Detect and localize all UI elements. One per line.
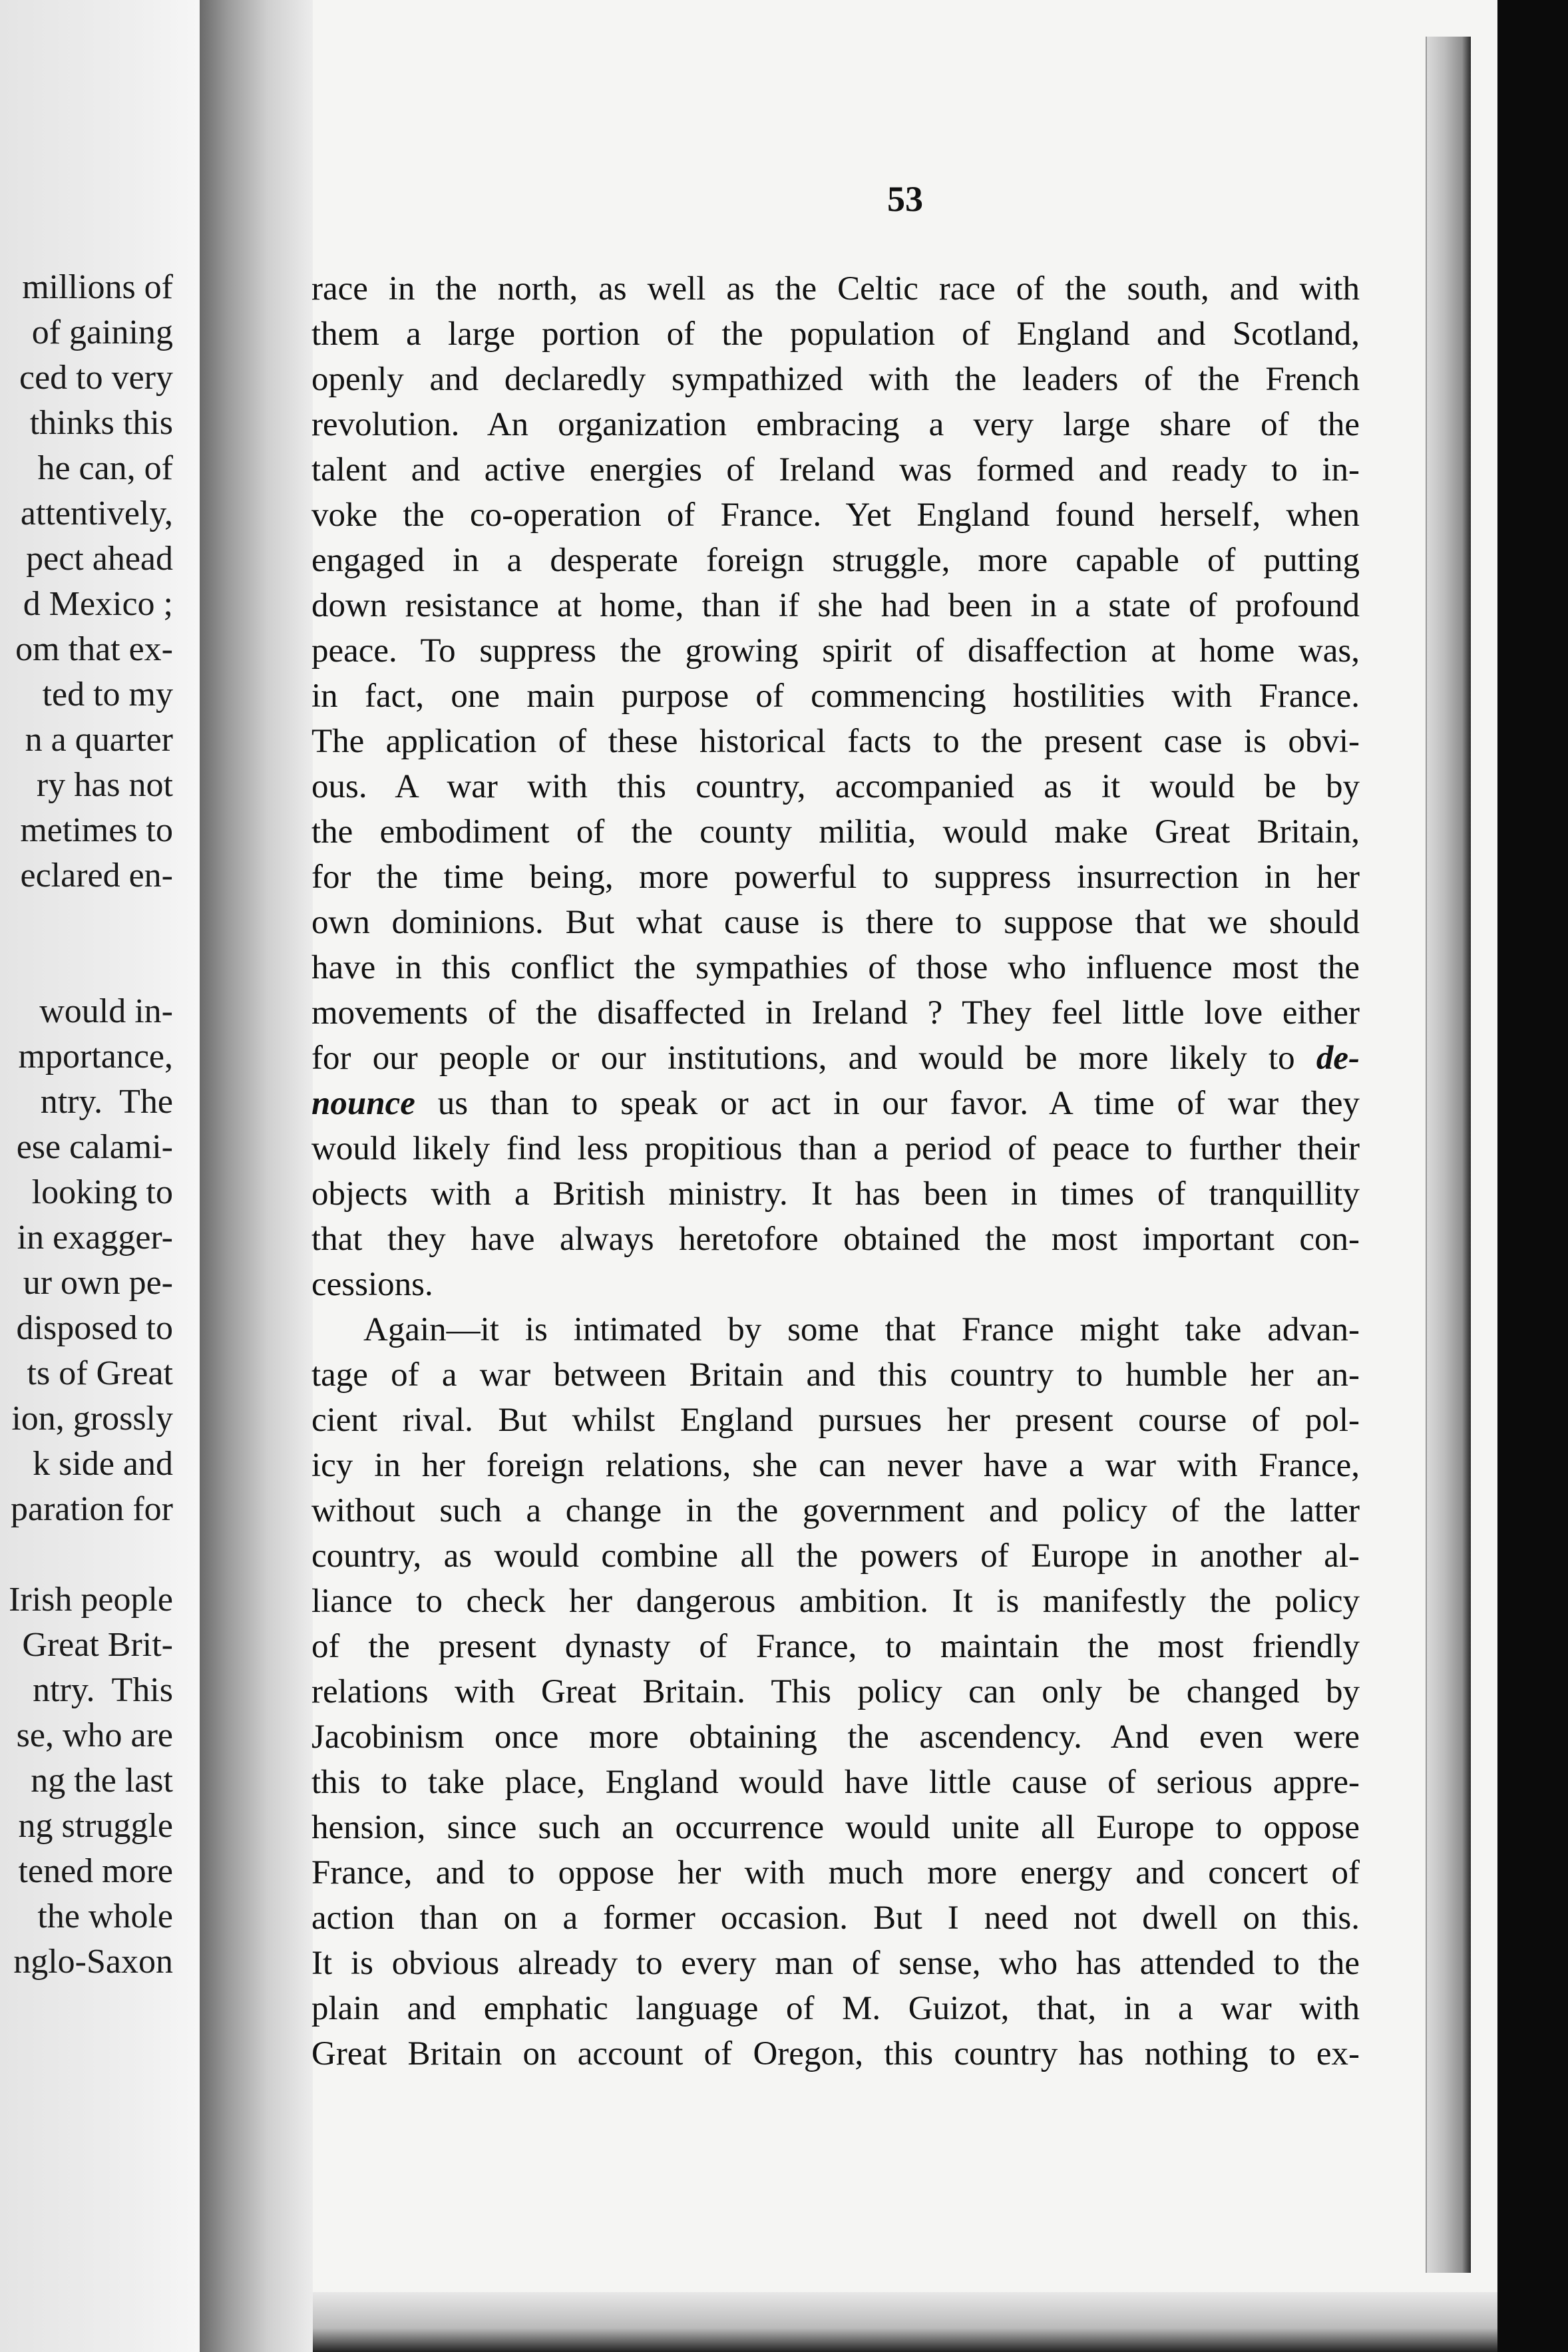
text-line: movements of the disaffected in Ireland ? They feel little love either <box>311 994 1360 1032</box>
previous-page-line: ng struggle <box>18 1807 173 1845</box>
text-line: the embodiment of the county militia, would make Great Britain, <box>311 813 1360 851</box>
text-line: that they have always heretofore obtained the most important con- <box>311 1221 1360 1258</box>
previous-page-line: looking to <box>23 1173 173 1211</box>
previous-page-line: ted to my <box>42 676 173 713</box>
text-line: this to take place, England would have little cause of serious appre- <box>311 1764 1360 1801</box>
previous-page-line: mportance, <box>18 1038 173 1076</box>
text-line: Again—it is intimated by some that France might take advan- <box>363 1311 1360 1348</box>
text-line: ous. A war with this country, accompanied as it would be by <box>311 768 1360 805</box>
text-line: cient rival. But whilst England pursues her present course of pol- <box>311 1402 1360 1439</box>
previous-page-line: paration for <box>10 1490 173 1528</box>
previous-page-line: he can, of <box>37 449 173 487</box>
text-line: for our people or our institutions, and would be more likely to de- <box>311 1040 1360 1077</box>
text-line: tage of a war between Britain and this country to humble her an- <box>311 1356 1360 1394</box>
paragraph-1 <box>311 266 1360 1307</box>
text-line: Jacobinism once more obtaining the ascendency. And even were <box>311 1718 1360 1756</box>
text-line: France, and to oppose her with much more energy and concert of <box>311 1854 1360 1891</box>
text-line: icy in her foreign relations, she can never have a war with France, <box>311 1447 1360 1484</box>
book-page <box>313 0 1497 2352</box>
page-body <box>311 266 1360 2076</box>
previous-page-line: millions of <box>22 268 173 306</box>
text-line: It is obvious already to every man of sense, who has attended to the <box>311 1945 1360 1982</box>
previous-page-line: om that ex- <box>15 630 173 668</box>
text-line: without such a change in the government and policy of the latter <box>311 1492 1360 1529</box>
previous-page-line: ng the last <box>31 1762 173 1800</box>
previous-page-line: tened more <box>18 1852 173 1890</box>
previous-page-line: the whole <box>29 1897 173 1935</box>
previous-page-line: d Mexico ; <box>23 585 173 623</box>
text-line: hension, since such an occurrence would unite all Europe to oppose <box>311 1809 1360 1846</box>
book-gutter-shadow <box>200 0 313 2352</box>
text-line: of the present dynasty of France, to maintain the most friendly <box>311 1628 1360 1665</box>
page-number: 53 <box>887 179 923 219</box>
text-line: revolution. An organization embracing a very large share of the <box>311 406 1360 443</box>
previous-page-line <box>0 944 173 989</box>
text-line: for the time being, more powerful to suppress insurrection in her <box>311 859 1360 896</box>
previous-page-line: se, who are <box>16 1716 173 1754</box>
previous-page-line: thinks this <box>29 404 173 442</box>
previous-page-line: nglo-Saxon <box>13 1943 173 1981</box>
previous-page-line: pect ahead <box>26 540 173 578</box>
text-line: country, as would combine all the powers of Europe in another al- <box>311 1537 1360 1575</box>
previous-page-line: ntry. The <box>40 1083 173 1121</box>
previous-page-line: would in- <box>31 992 173 1030</box>
text-line: would likely find less propitious than a period of peace to further their <box>311 1130 1360 1167</box>
text-line: voke the co-operation of France. Yet England found herself, when <box>311 496 1360 534</box>
paragraph-2 <box>311 1307 1360 2076</box>
previous-page-line: of gaining <box>31 313 173 351</box>
text-line: objects with a British ministry. It has been in times of tranquillity <box>311 1175 1360 1213</box>
page-stack-edge <box>1426 37 1471 2273</box>
previous-page-line: ced to very <box>19 359 173 397</box>
previous-page-line: ts of Great <box>27 1354 173 1392</box>
text-line: liance to check her dangerous ambition. It is manifestly the policy <box>311 1583 1360 1620</box>
text-line: Great Britain on account of Oregon, this country has nothing to ex- <box>311 2035 1360 2072</box>
previous-page-line: Irish people <box>9 1581 173 1619</box>
text-line: own dominions. But what cause is there to suppose that we should <box>311 904 1360 941</box>
text-line: action than on a former occasion. But I need not dwell on this. <box>311 1899 1360 1937</box>
previous-page-line: in exagger- <box>17 1219 173 1257</box>
text-line: peace. To suppress the growing spirit of disaffection at home was, <box>311 632 1360 670</box>
previous-page-line: eclared en- <box>20 857 173 894</box>
previous-page-line: ry has not <box>36 766 173 804</box>
text-line: relations with Great Britain. This policy can only be changed by <box>311 1673 1360 1710</box>
text-line: plain and emphatic language of M. Guizot, that, in a war with <box>311 1990 1360 2027</box>
previous-page-line: ion, grossly <box>11 1400 173 1438</box>
text-line: openly and declaredly sympathized with the leaders of the French <box>311 361 1360 398</box>
text-line: The application of these historical facts to the present case is obvi- <box>311 723 1360 760</box>
text-line: have in this conflict the sympathies of those who influence most the <box>311 949 1360 986</box>
previous-page-line: Great Brit- <box>13 1626 173 1664</box>
text-line: nounce us than to speak or act in our favor. A time of war they <box>311 1085 1360 1122</box>
previous-page-line: k side and <box>33 1445 173 1483</box>
previous-page-line: attentively, <box>20 494 173 532</box>
text-line: in fact, one main purpose of commencing hostilities with France. <box>311 678 1360 715</box>
text-line: engaged in a desperate foreign struggle, more capable of putting <box>311 542 1360 579</box>
previous-page-line <box>0 898 173 944</box>
text-line: down resistance at home, than if she had been in a state of profound <box>311 587 1360 624</box>
previous-page-line <box>0 1532 173 1577</box>
previous-page-line: metimes to <box>20 811 173 849</box>
text-line: cessions. <box>311 1266 433 1303</box>
previous-page-line: ese calami- <box>16 1128 173 1166</box>
previous-page-fragment <box>0 0 200 2352</box>
previous-page-line: disposed to <box>16 1309 173 1347</box>
page-bottom-edge <box>313 2292 1497 2352</box>
text-line: them a large portion of the population of England and Scotland, <box>311 315 1360 353</box>
previous-page-text <box>0 265 173 1985</box>
text-line: race in the north, as well as the Celtic race of the south, and with <box>311 270 1360 307</box>
previous-page-line: ur own pe- <box>23 1264 173 1302</box>
previous-page-line: n a quarter <box>25 721 173 759</box>
text-line: talent and active energies of Ireland was formed and ready to in- <box>311 451 1360 489</box>
previous-page-line: ntry. This <box>33 1671 173 1709</box>
